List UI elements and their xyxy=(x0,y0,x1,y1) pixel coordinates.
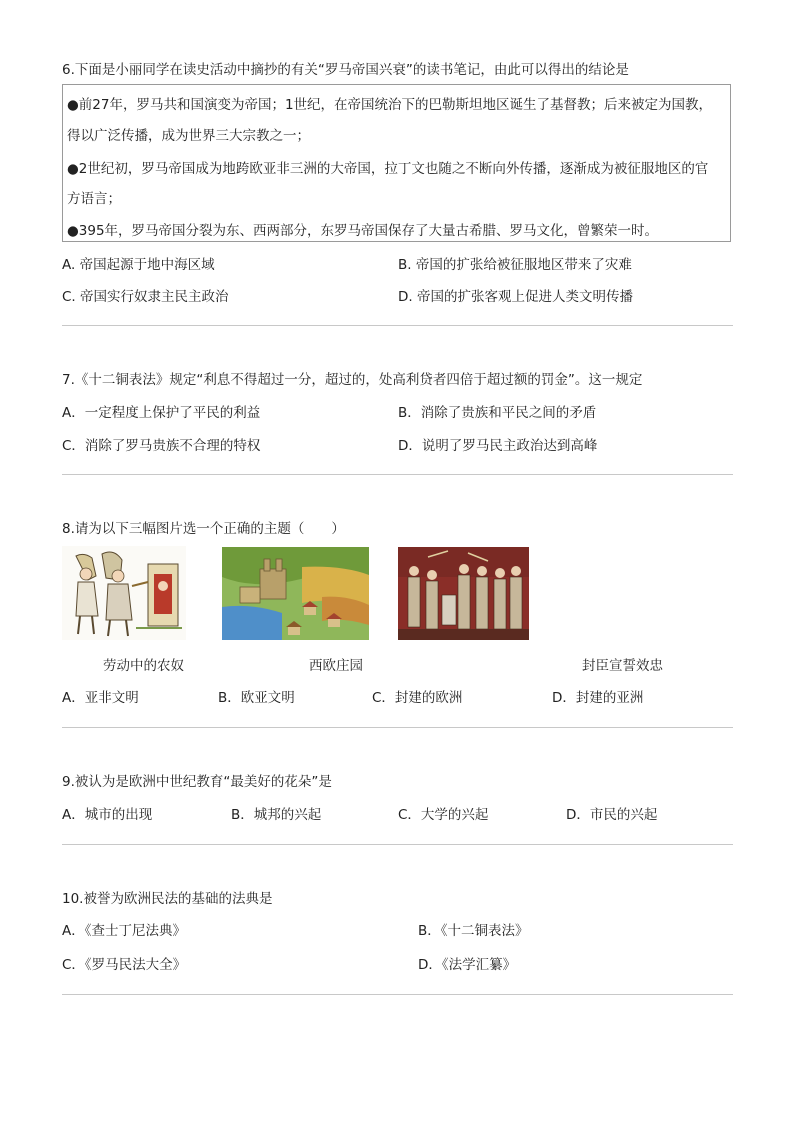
note-line-5: ●395年，罗马帝国分裂为东、西两部分，东罗马帝国保存了大量古希腊、罗马文化，曾繁荣一时。 xyxy=(67,223,659,239)
vassal-oath-image xyxy=(398,547,529,640)
question-6-stem: 6.下面是小丽同学在读史活动中摘抄的有关“罗马帝国兴衰”的读书笔记，由此可以得出的结论是 xyxy=(62,62,629,78)
separator xyxy=(62,994,733,995)
separator xyxy=(62,727,733,728)
serfs-working-image xyxy=(62,546,186,640)
q10-option-b[interactable]: B．《十二铜表法》 xyxy=(418,923,529,939)
reading-notes-box xyxy=(62,84,731,242)
q6-option-c[interactable]: C. 帝国实行奴隶主民主政治 xyxy=(62,289,229,305)
note-line-2: 得以广泛传播，成为世界三大宗教之一； xyxy=(67,128,310,144)
caption-serfs: 劳动中的农奴 xyxy=(103,658,184,674)
q6-option-b[interactable]: B. 帝国的扩张给被征服地区带来了灾难 xyxy=(398,257,632,273)
note-line-4: 方语言； xyxy=(67,191,121,207)
q8-option-a[interactable]: A．亚非文明 xyxy=(62,690,139,706)
question-9-stem: 9.被认为是欧洲中世纪教育“最美好的花朵”是 xyxy=(62,774,332,790)
caption-vassal-oath: 封臣宣誓效忠 xyxy=(582,658,663,674)
q7-option-d[interactable]: D．说明了罗马民主政治达到高峰 xyxy=(398,438,598,454)
question-7-stem: 7.《十二铜表法》规定“利息不得超过一分，超过的，处高利贷者四倍于超过额的罚金”。这一规定 xyxy=(62,372,643,388)
q10-option-d[interactable]: D．《法学汇纂》 xyxy=(418,957,517,973)
question-8-stem: 8.请为以下三幅图片选一个正确的主题（ ） xyxy=(62,521,345,537)
q9-option-c[interactable]: C．大学的兴起 xyxy=(398,807,489,823)
q7-option-a[interactable]: A．一定程度上保护了平民的利益 xyxy=(62,405,261,421)
note-line-1: ●前27年，罗马共和国演变为帝国；1世纪，在帝国统治下的巴勒斯坦地区诞生了基督教；后来被定为国教， xyxy=(67,97,713,113)
separator xyxy=(62,844,733,845)
q9-option-a[interactable]: A．城市的出现 xyxy=(62,807,153,823)
q10-option-a[interactable]: A．《查士丁尼法典》 xyxy=(62,923,186,939)
q7-option-b[interactable]: B．消除了贵族和平民之间的矛盾 xyxy=(398,405,597,421)
q8-option-c[interactable]: C．封建的欧洲 xyxy=(372,690,463,706)
q8-option-b[interactable]: B．欧亚文明 xyxy=(218,690,295,706)
manor-image xyxy=(222,547,369,640)
q7-option-c[interactable]: C．消除了罗马贵族不合理的特权 xyxy=(62,438,261,454)
question-10-stem: 10.被誉为欧洲民法的基础的法典是 xyxy=(62,891,273,907)
separator xyxy=(62,474,733,475)
q6-option-a[interactable]: A. 帝国起源于地中海区域 xyxy=(62,257,215,273)
q9-option-b[interactable]: B．城邦的兴起 xyxy=(231,807,322,823)
q10-option-c[interactable]: C．《罗马民法大全》 xyxy=(62,957,187,973)
q6-option-d[interactable]: D. 帝国的扩张客观上促进人类文明传播 xyxy=(398,289,633,305)
caption-manor: 西欧庄园 xyxy=(309,658,363,674)
q8-option-d[interactable]: D．封建的亚洲 xyxy=(552,690,644,706)
separator xyxy=(62,325,733,326)
note-line-3: ●2世纪初，罗马帝国成为地跨欧亚非三洲的大帝国，拉丁文也随之不断向外传播，逐渐成为被征服地区的官 xyxy=(67,161,709,177)
q9-option-d[interactable]: D．市民的兴起 xyxy=(566,807,658,823)
